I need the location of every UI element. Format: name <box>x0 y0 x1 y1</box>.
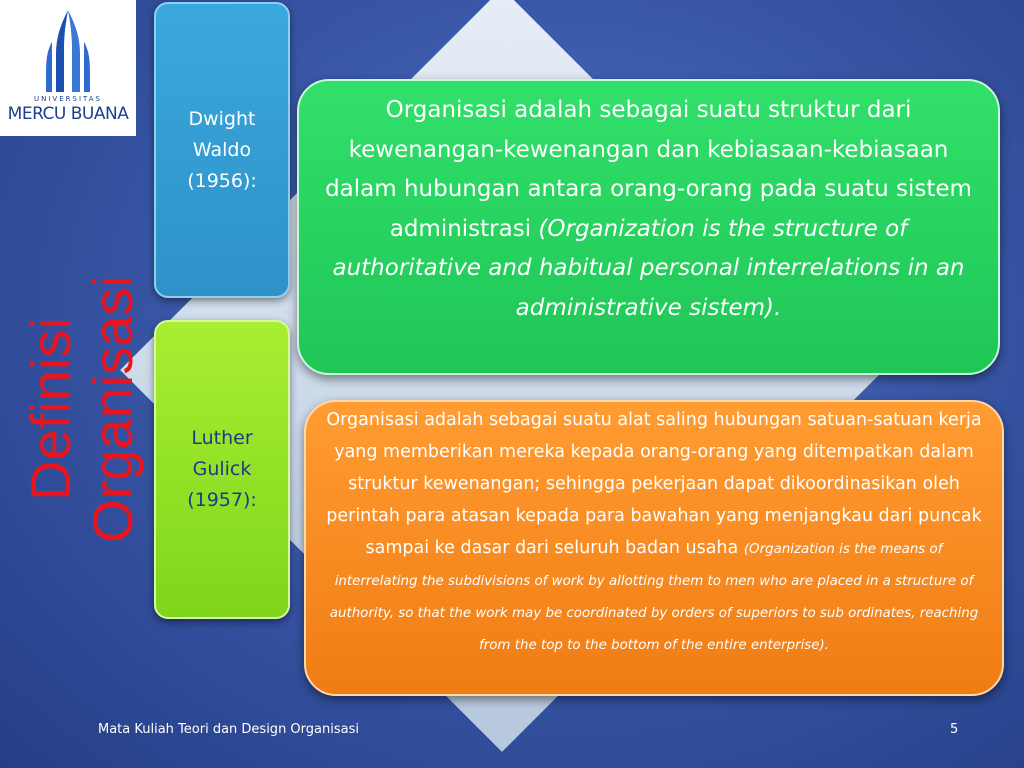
university-logo <box>0 0 136 136</box>
flame-emblem-icon <box>38 8 98 92</box>
author-year: (1956): <box>187 169 257 192</box>
definition-card-gulick <box>304 400 1004 696</box>
author-name-line: Gulick <box>192 458 252 480</box>
author-name-line: Dwight <box>188 107 256 130</box>
definition-card-waldo <box>297 79 1000 375</box>
author-name-line: Luther <box>191 427 253 449</box>
footer-course: Mata Kuliah Teori dan Design Organisasi <box>98 722 359 737</box>
definition-text: Organisasi adalah sebagai suatu struktur dari kewenangan-kewenangan dan kebiasaan-kebiasaan dalam hubungan antara orang-orang pada suatu sistem administrasi <box>325 97 972 242</box>
author-name-line: Waldo <box>192 138 252 161</box>
author-box-waldo <box>154 2 290 298</box>
slide-title-line1: Definisi <box>19 317 82 501</box>
page-number: 5 <box>950 722 959 737</box>
slide-title <box>20 229 150 589</box>
logo-name: MERCU BUANA <box>7 104 129 124</box>
slide-title-line2: Organisasi <box>81 275 144 543</box>
author-box-gulick <box>154 320 290 619</box>
definition-text: Organisasi adalah sebagai suatu alat saling hubungan satuan-satuan kerja yang memberikan mereka kepada orang-orang yang ditempatkan dalam struktur kewenangan; sehingga pekerjaan dapat dikoordinasikan oleh perintah para atasan kepada para bawahan yang menjangkau dari puncak sampai ke dasar dari seluruh badan usaha <box>326 410 982 558</box>
author-year: (1957): <box>187 489 257 511</box>
definition-english: (Organization is the structure of authoritative and habitual personal interrelations in an administrative sistem). <box>332 215 965 321</box>
definition-english: (Organization is the means of interrelating the subdivisions of work by allotting them to men who are placed in a structure of authority, so that the work may be coordinated by orders of superiors to sub ordinates, reaching from the top to the bottom of the entire enterprise). <box>329 542 979 653</box>
logo-subtitle: UNIVERSITAS <box>34 95 102 103</box>
